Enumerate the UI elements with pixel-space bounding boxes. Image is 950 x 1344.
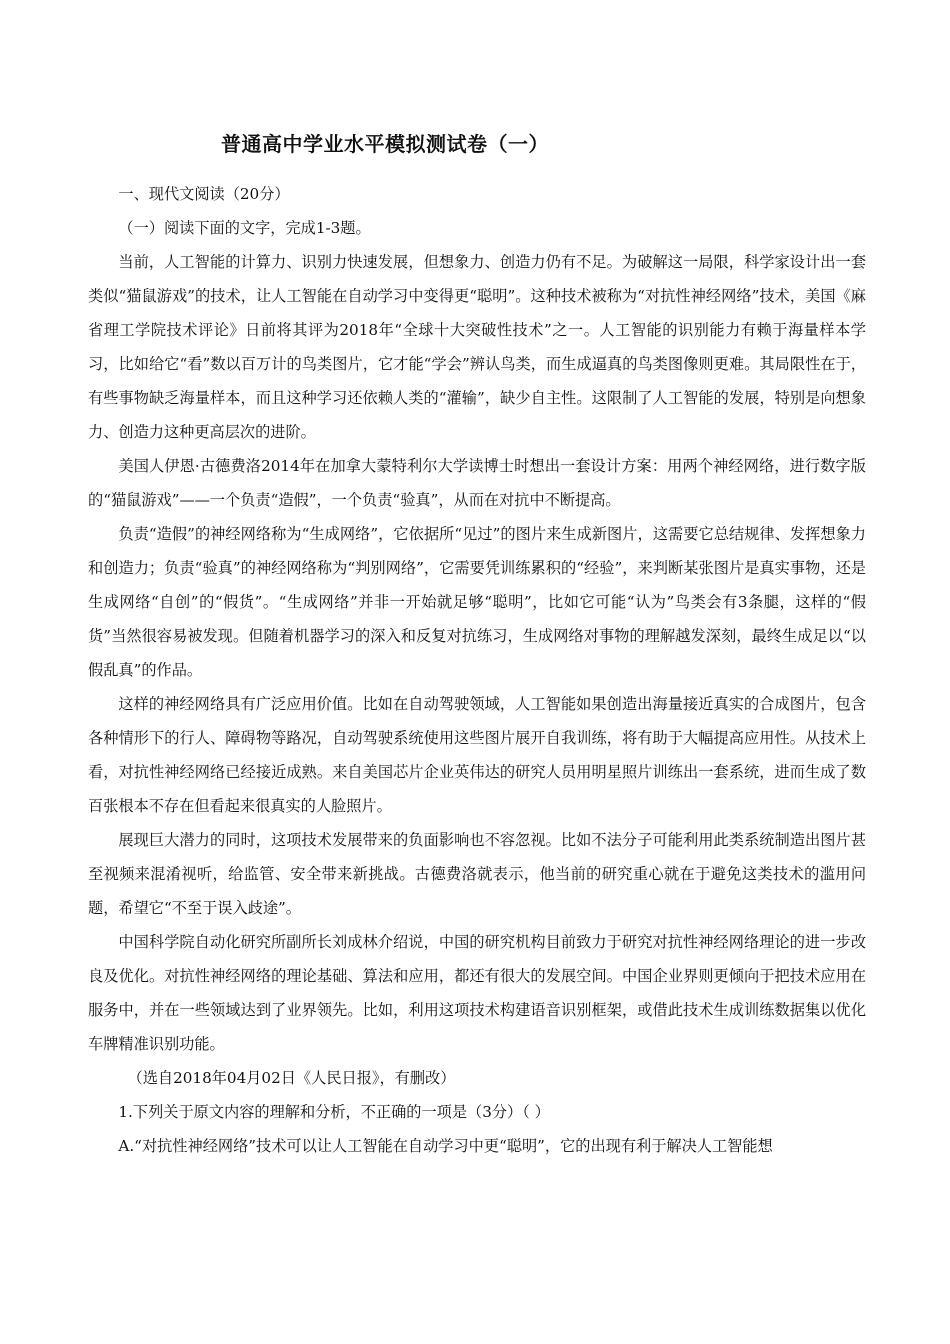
subsection-heading: （一）阅读下面的文字，完成1-3题。 (118, 219, 371, 237)
paragraph-3: 负责“造假”的神经网络称为“生成网络”，它依据所“见过”的图片来生成新图片，这需要它总结规律、发挥想象力和创造力；负责“验真”的神经网络称为“判别网络”，它需要凭训练累积的“经验”，来判断某张图片是真实事物，还是生成网络“自创”的“假货”。“生成网络”并非一开始就足够“聪明”，比如它可能“认为”鸟类会有3条腿，这样的“假货”当然很容易被发现。但随着机器学习的深入和反复对抗练习，生成网络对事物的理解越发深刻，最终生成足以“以假乱真”的作品。 (88, 525, 866, 679)
paragraph-5: 展现巨大潜力的同时，这项技术发展带来的负面影响也不容忽视。比如不法分子可能利用此类系统制造出图片甚至视频来混淆视听，给监管、安全带来新挑战。古德费洛就表示，他当前的研究重心就在于避免这类技术的滥用问题，希望它“不至于误入歧途”。 (88, 831, 866, 917)
question-1-option-a: A.“对抗性神经网络”技术可以让人工智能在自动学习中更“聪明”，它的出现有利于解决人工智能想 (118, 1137, 773, 1155)
paragraph-4: 这样的神经网络具有广泛应用价值。比如在自动驾驶领域，人工智能如果创造出海量接近真实的合成图片，包含各种情形下的行人、障碍物等路况，自动驾驶系统使用这些图片展开自我训练，将有助于大幅提高应用性。从技术上看，对抗性神经网络已经接近成熟。来自美国芯片企业英伟达的研究人员用明星照片训练出一套系统，进而生成了数百张根本不存在但看起来很真实的人脸照片。 (88, 695, 866, 815)
page-title: 普通高中学业水平模拟测试卷（一） (221, 132, 549, 156)
source-citation: （选自2018年04月02日《人民日报》，有删改） (127, 1069, 456, 1087)
paragraph-2: 美国人伊恩·古德费洛2014年在加拿大蒙特利尔大学读博士时想出一套设计方案：用两个神经网络，进行数字版的“猫鼠游戏”——一个负责“造假”，一个负责“验真”，从而在对抗中不断提高。 (88, 457, 866, 509)
document-body (88, 177, 866, 1163)
paragraph-1: 当前，人工智能的计算力、识别力快速发展，但想象力、创造力仍有不足。为破解这一局限，科学家设计出一套类似“猫鼠游戏”的技术，让人工智能在自动学习中变得更“聪明”。这种技术被称为“对抗性神经网络”技术，美国《麻省理工学院技术评论》日前将其评为2018年“全球十大突破性技术”之一。人工智能的识别能力有赖于海量样本学习，比如给它“看”数以百万计的鸟类图片，它才能“学会”辨认鸟类，而生成逼真的鸟类图像则更难。其局限性在于，有些事物缺乏海量样本，而且这种学习还依赖人类的“灌输”，缺少自主性。这限制了人工智能的发展，特别是向想象力、创造力这种更高层次的进阶。 (88, 253, 866, 441)
question-1: 1.下列关于原文内容的理解和分析，不正确的一项是（3分）（ ） (118, 1103, 550, 1121)
section-heading: 一、现代文阅读（20分） (118, 185, 290, 203)
paragraph-6: 中国科学院自动化研究所副所长刘成林介绍说，中国的研究机构目前致力于研究对抗性神经网络理论的进一步改良及优化。对抗性神经网络的理论基础、算法和应用，都还有很大的发展空间。中国企业界则更倾向于把技术应用在服务中，并在一些领域达到了业界领先。比如，利用这项技术构建语音识别框架，或借此技术生成训练数据集以优化车牌精准识别功能。 (88, 933, 866, 1053)
